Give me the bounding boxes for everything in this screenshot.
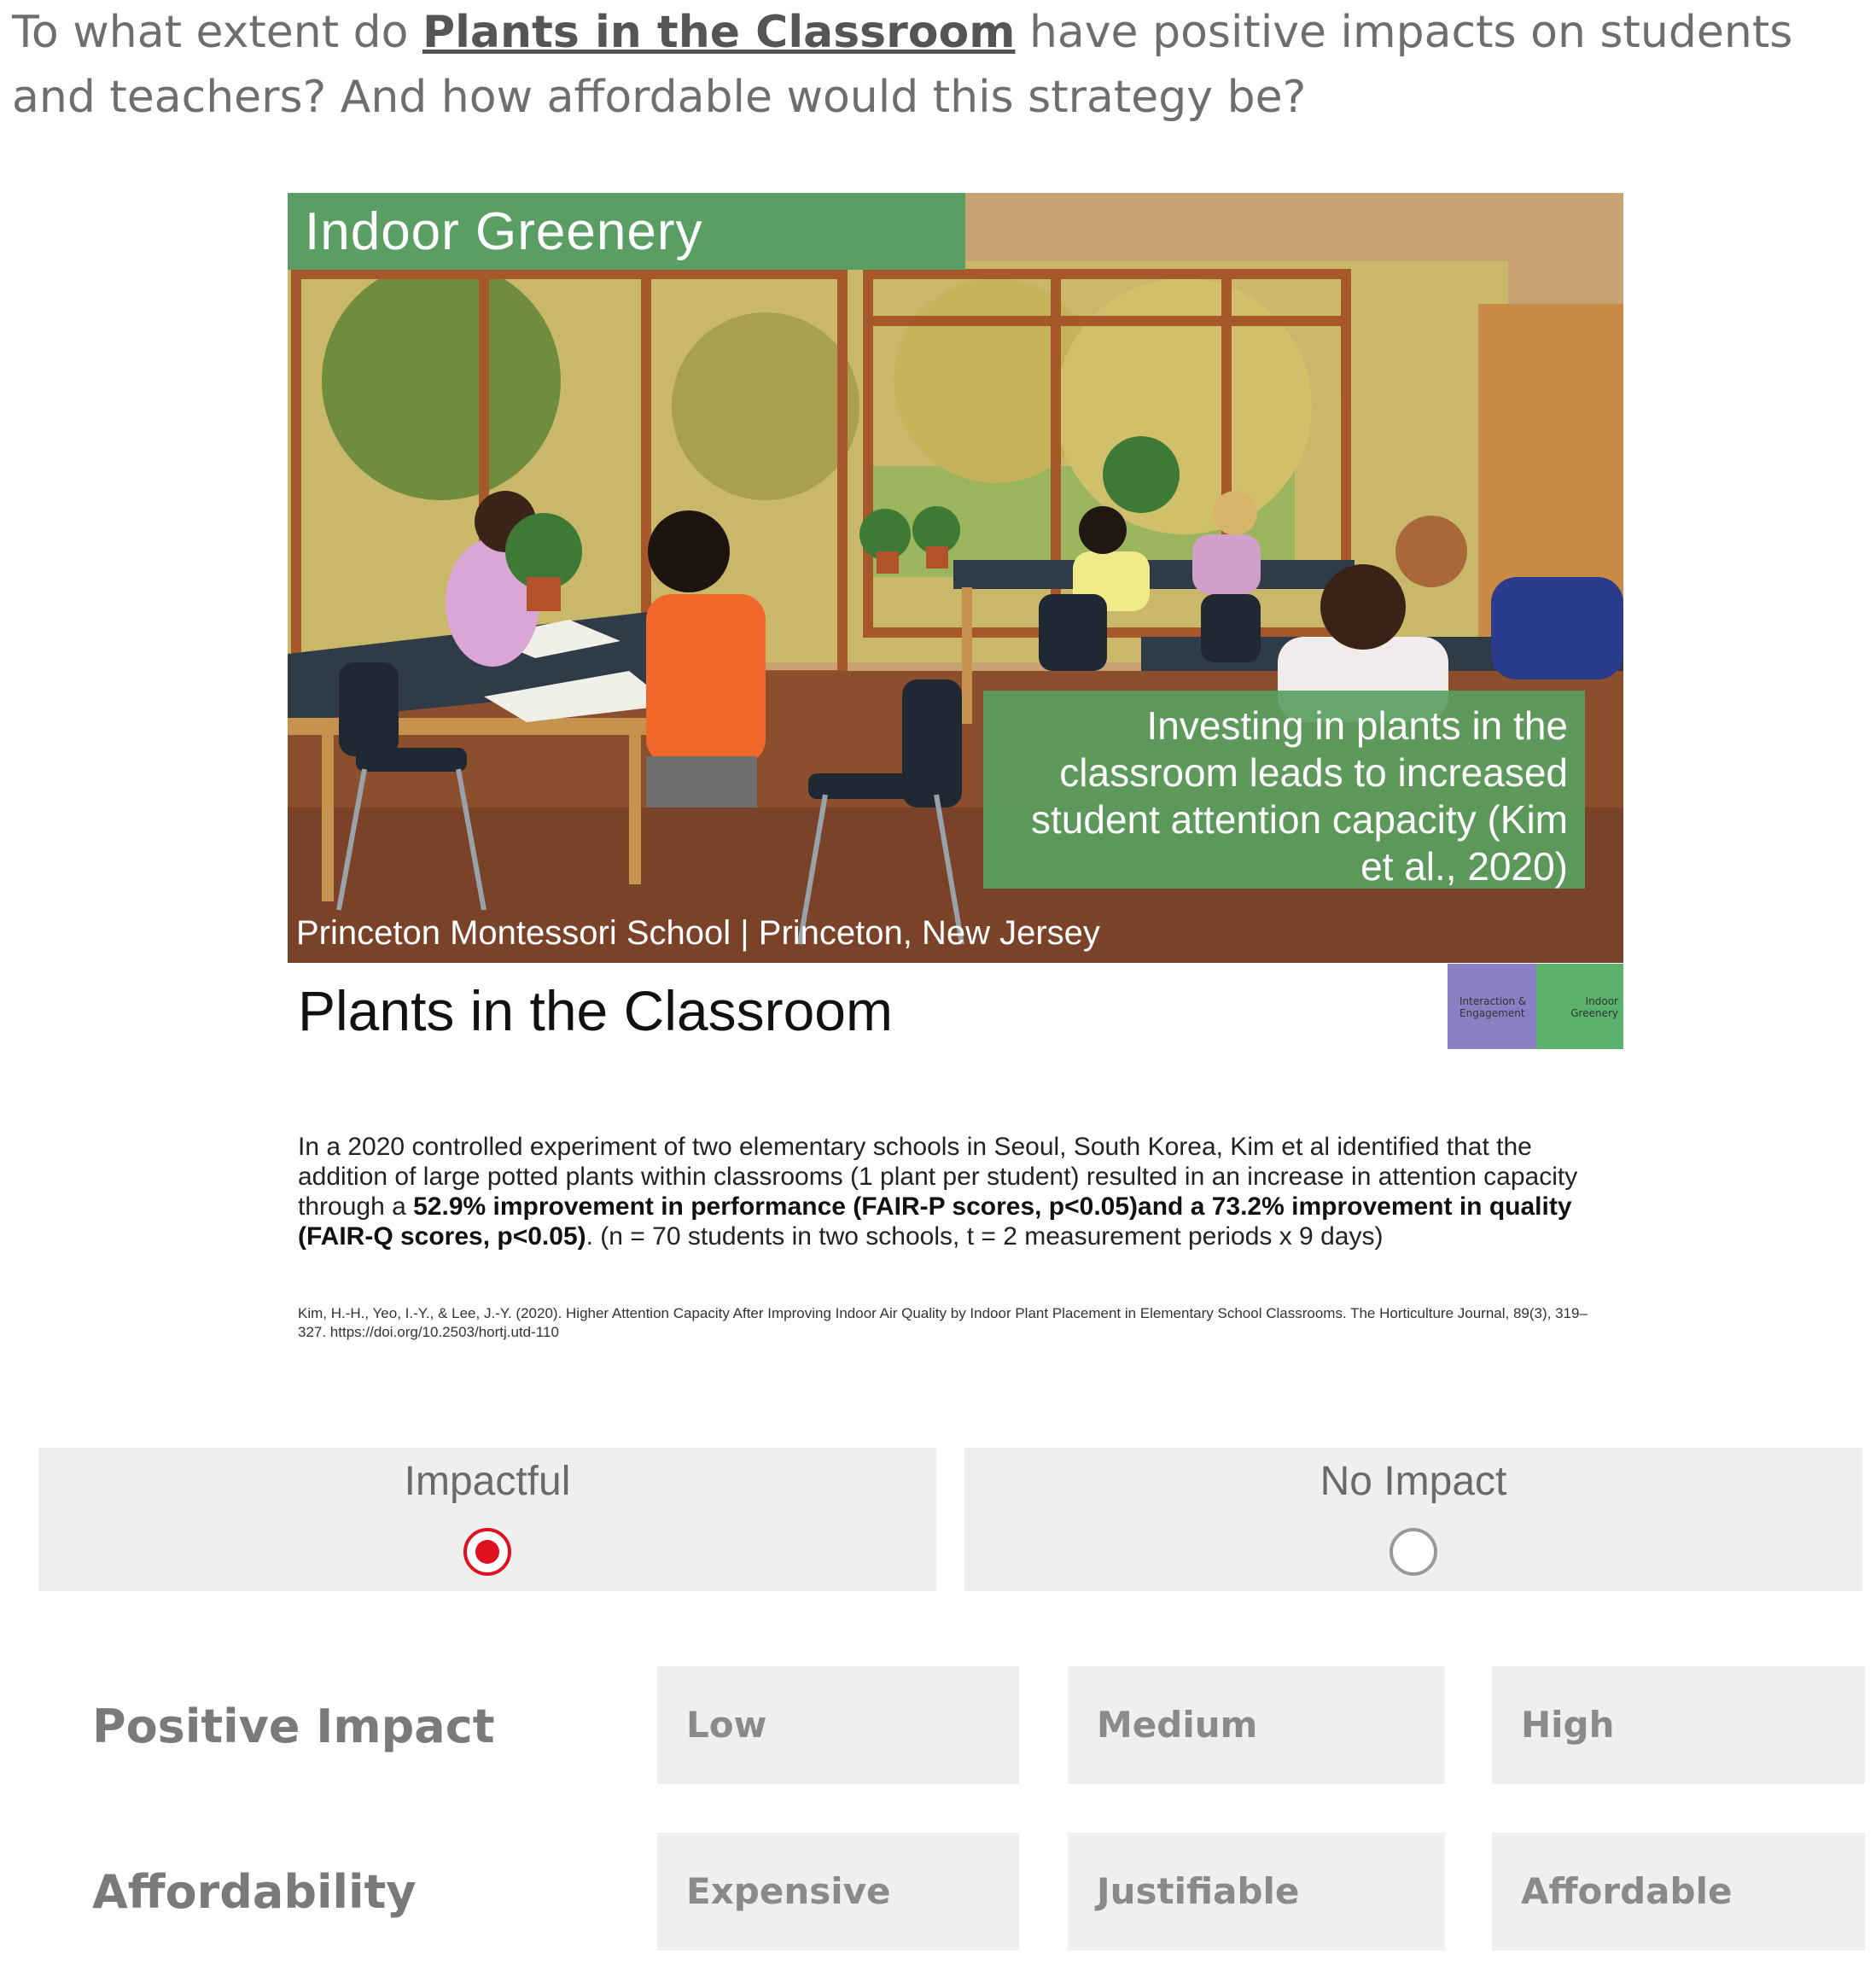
slide-title: Plants in the Classroom — [298, 979, 893, 1042]
option-label: Expensive — [686, 1870, 891, 1912]
affordability-option-justifiable[interactable] — [1068, 1833, 1445, 1950]
photo-location-caption: Princeton Montessori School | Princeton, New Jersey — [296, 914, 1100, 952]
affordability-option-expensive[interactable] — [657, 1833, 1019, 1950]
question-text — [12, 0, 1864, 130]
option-label: Medium — [1097, 1704, 1258, 1746]
slide-banner — [288, 193, 965, 270]
option-label: Affordable — [1521, 1870, 1733, 1912]
affordability-option-affordable[interactable] — [1492, 1833, 1865, 1950]
choice-no-impact-label: No Impact — [1320, 1459, 1507, 1504]
positive-impact-option-medium[interactable] — [1068, 1666, 1445, 1784]
slide-body-text — [298, 1132, 1612, 1251]
radio-no-impact[interactable] — [1390, 1528, 1437, 1576]
affordability-label: Affordability — [92, 1865, 417, 1919]
option-label: High — [1521, 1704, 1615, 1746]
body-text-part2: . (n = 70 students in two schools, t = 2 measurement periods x 9 days) — [586, 1222, 1384, 1251]
positive-impact-option-low[interactable] — [657, 1666, 1019, 1784]
body-text-part1: In a 2020 controlled experiment of two elementary schools in Seoul, South Korea, Kim et al identified that the addition of large potted plants within classrooms (1 plant per student) resulted in an increase in attention capacity through a — [298, 1133, 1578, 1221]
slide-callout — [983, 691, 1585, 889]
slide-callout-text: Investing in plants in the classroom leads to increased student attention capacity (Kim et al., 2020) — [1031, 703, 1568, 889]
question-suffix: have positive impacts on students and teachers? And how affordable would this strategy be? — [12, 7, 1793, 123]
body-text-bold: 52.9% improvement in performance (FAIR-P scores, p<0.05)and a 73.2% improvement in quality (FAIR-Q scores, p<0.05) — [298, 1192, 1572, 1251]
choice-no-impact[interactable] — [964, 1448, 1862, 1591]
radio-selected-dot — [475, 1540, 499, 1564]
tag-indoor-greenery: Indoor Greenery — [1536, 964, 1623, 1049]
slide-banner-title: Indoor Greenery — [305, 202, 703, 261]
strategy-slide — [288, 193, 1623, 1354]
option-label: Justifiable — [1097, 1870, 1300, 1912]
classroom-photo — [288, 193, 1623, 963]
radio-impactful[interactable] — [463, 1528, 511, 1576]
option-label: Low — [686, 1704, 767, 1746]
slide-citation: Kim, H.-H., Yeo, I.-Y., & Lee, J.-Y. (2020). Higher Attention Capacity After Improving Indoor Air Quality by Indoor Plant Placement in Elementary School Classrooms. The Horticulture Journal, 89(3), 319–327. https://doi.org/10.2503/hortj.utd-110 — [298, 1305, 1588, 1340]
question-emphasis: Plants in the Classroom — [422, 7, 1016, 58]
question-prefix: To what extent do — [12, 7, 422, 58]
tag-interaction-engagement: Interaction & Engagement — [1448, 964, 1536, 1049]
choice-impactful[interactable] — [38, 1448, 936, 1591]
positive-impact-option-high[interactable] — [1492, 1666, 1865, 1784]
choice-impactful-label: Impactful — [404, 1459, 571, 1504]
positive-impact-label: Positive Impact — [92, 1700, 495, 1753]
